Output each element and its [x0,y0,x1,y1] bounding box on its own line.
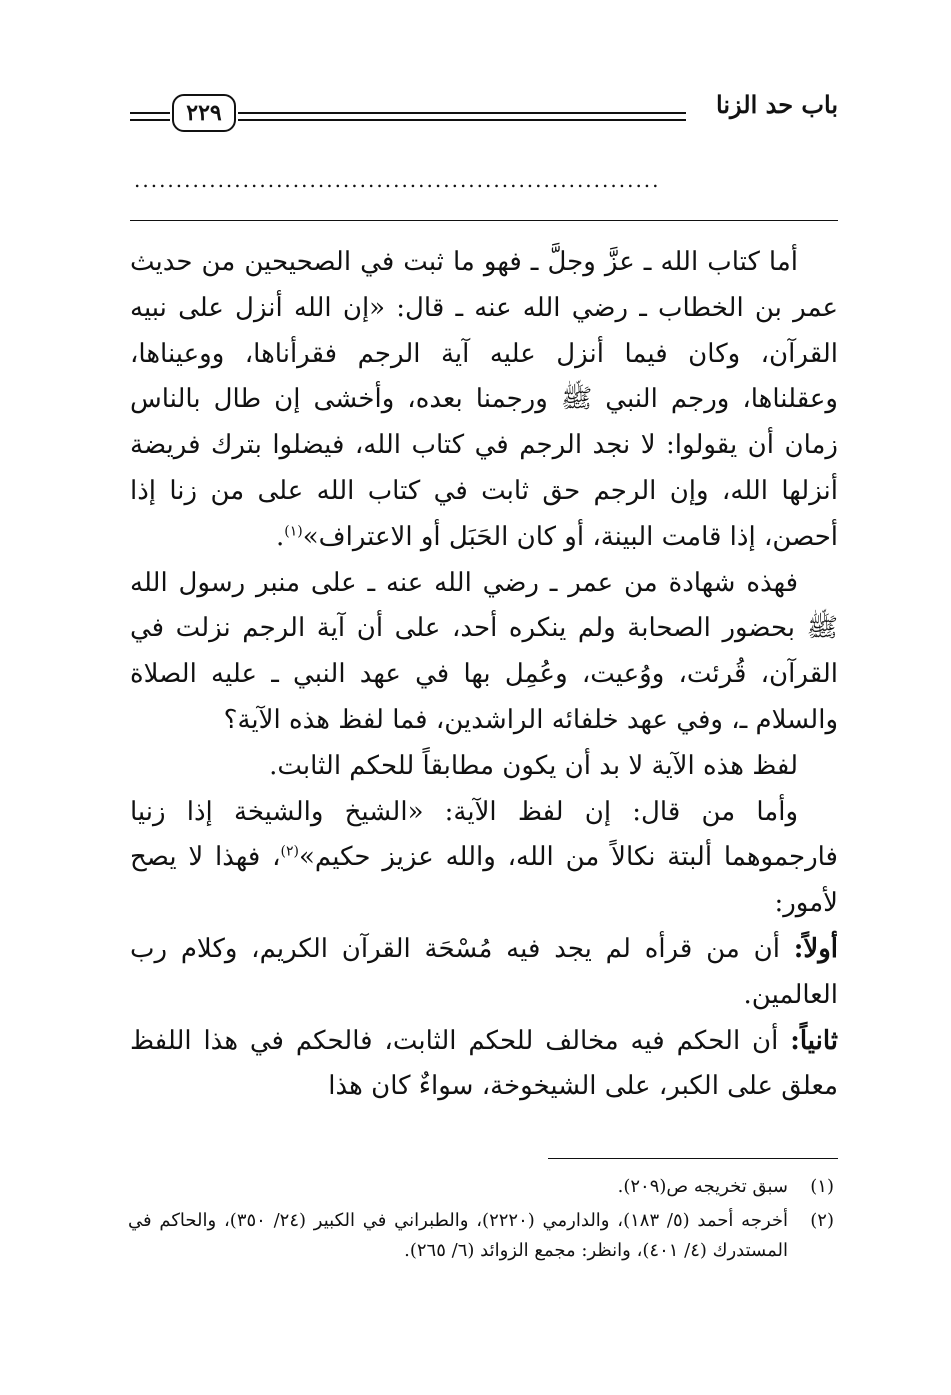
footnote-number: (١) [810,1176,834,1197]
text-divider [130,220,838,221]
paragraph [130,790,838,927]
header-rule [238,112,686,114]
chapter-title: باب حد الزنا [716,90,838,119]
paragraph-text: وأما من قال: إن لفظ الآية: «الشيخ والشيخة إذا زنيا فارجموهما ألبتة نكالاً من الله، والله عزيز حكيم» [130,796,838,873]
footnote [128,1206,838,1266]
header-rule [130,119,170,121]
page-number-badge: ٢٢٩ [172,94,236,132]
footnote-divider [548,1158,838,1159]
header-rule [238,119,686,121]
point-label: أولاً: [793,933,839,964]
paragraph: لفظ هذه الآية لا بد أن يكون مطابقاً للحكم الثابت. [269,750,798,781]
footnote-text: أخرجه أحمد (٥/ ١٨٣)، والدارمي (٢٢٢٠)، والطبراني في الكبير (٢٤/ ٣٥٠)، والحاكم في المستدرك (٤/ ٤٠١)، وانظر: مجمع الزوائد (٦/ ٢٦٥). [128,1210,789,1261]
footnote-ref[interactable]: (١) [284,523,303,540]
footnotes [128,1172,838,1270]
point-label: ثانياً: [790,1025,839,1056]
paragraph-text: أما كتاب الله ـ عزَّ وجلَّ ـ فهو ما ثبت في الصحيحين من حديث عمر بن الخطاب ـ رضي الله عنه ـ قال: «إن الله أنزل على نبيه القرآن، وكان فيما أنزل عليه آية الرجم فقرأناها، ووعيناها، وعقلناها، ورجم النبي ﷺ ورجمنا بعده، وأخشى إن طال بالناس زمان أن يقولوا: لا نجد الرجم في كتاب الله، فيضلوا بترك فريضة أنزلها الله، وإن الرجم حق ثابت في كتاب الله على من زنا إذا أحصن، إذا قامت البينة، أو كان الحَبَل أو الاعتراف» [130,247,838,552]
footnote [128,1172,838,1202]
main-text [130,236,838,1110]
dotted-separator: ............................................................... [134,168,661,192]
footnote-ref[interactable]: (٢) [280,843,300,860]
paragraph-end: . [276,521,285,552]
numbered-point [130,927,838,1019]
header-rule [130,112,170,114]
paragraph [130,240,838,561]
footnote-number: (٢) [810,1210,834,1231]
paragraph: فهذه شهادة من عمر ـ رضي الله عنه ـ على منبر رسول الله ﷺ بحضور الصحابة ولم ينكره أحد، على أن آية الرجم نزلت في القرآن، قُرئت، ووُعيت، وعُمِل بها في عهد النبي ـ عليه الصلاة والسلام ـ، وفي عهد خلفائه الراشدين، فما لفظ هذه الآية؟ [130,567,838,735]
point-text: أن من قرأه لم يجد فيه مُسْحَة القرآن الكريم، وكلام رب العالمين. [130,933,838,1010]
paragraph-end: ، فهذا لا يصح لأمور: [130,842,838,919]
point-text: أن الحكم فيه مخالف للحكم الثابت، فالحكم في هذا اللفظ معلق على الكبر، على الشيخوخة، سواءٌ كان هذا [130,1025,838,1102]
page-header [128,86,838,146]
footnote-text: سبق تخريجه ص(٢٠٩). [617,1176,788,1197]
numbered-point [130,1019,838,1111]
